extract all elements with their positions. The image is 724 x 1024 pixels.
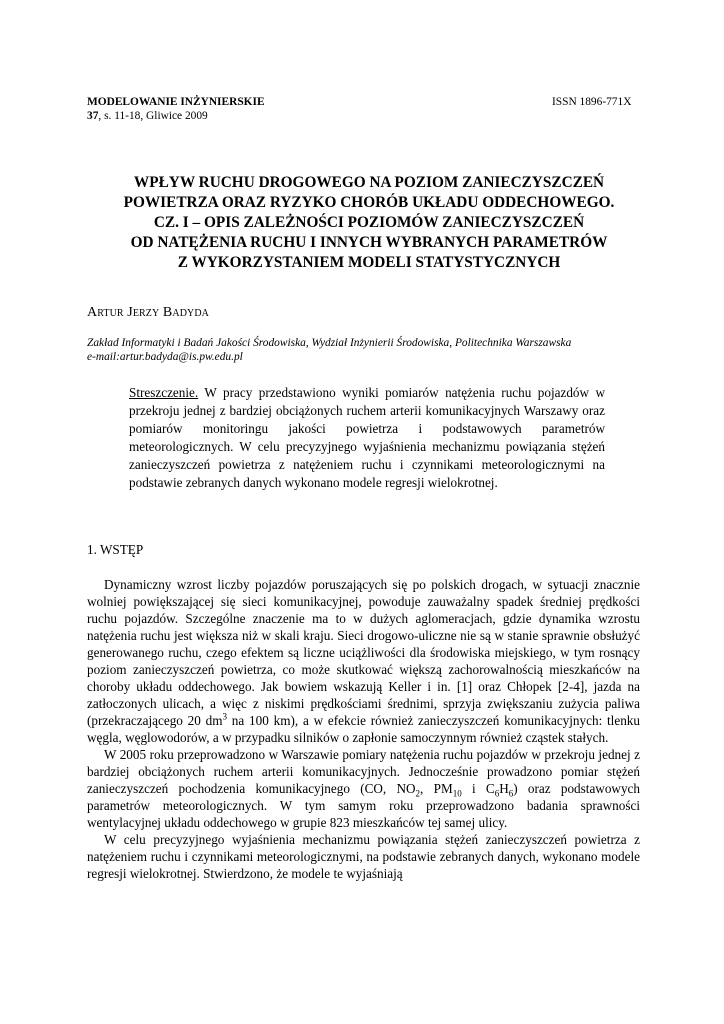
- journal-header: [87, 95, 265, 123]
- email: e-mail:artur.badyda@is.pw.edu.pl: [87, 351, 243, 363]
- paragraph: [87, 831, 640, 882]
- title-line: CZ. I – OPIS ZALEŻNOŚCI POZIOMÓW ZANIECZYSZCZEŃ: [153, 214, 585, 231]
- body-text: [87, 576, 640, 882]
- abstract-label: Streszczenie.: [129, 385, 199, 400]
- paragraph-text: W 2005 roku przeprowadzono w Warszawie pomiary natężenia ruchu pojazdów w przekroju jednej z bardziej obciążonych ruchem arterii komunikacyjnych. Jednocześnie prowadzono pomiar stężeń zanieczyszczeń pochodzenia komunikacyjnego (CO, NO: [87, 747, 640, 796]
- volume-number: 37: [87, 110, 99, 122]
- affiliation: Zakład Informatyki i Badań Jakości Środowiska, Wydział Inżynierii Środowiska, Politechnika Warszawska: [87, 337, 572, 349]
- paragraph: [87, 576, 640, 746]
- journal-citation: [87, 109, 265, 123]
- subscript: 6: [494, 788, 500, 799]
- issn: ISSN 1896-771X: [552, 96, 632, 108]
- title-line: OD NATĘŻENIA RUCHU I INNYCH WYBRANYCH PARAMETRÓW: [130, 234, 608, 251]
- affiliation-block: [87, 336, 647, 364]
- paragraph-text: i C: [461, 781, 495, 796]
- abstract-text: W pracy przedstawiono wyniki pomiarów natężenia ruchu pojazdów w przekroju jednej z bardziej obciążonych ruchem arterii komunikacyjnych Warszawy oraz pomiarów monitoringu jakości powietrza i podstawowych parametrów meteorologicznych. W celu precyzyjnego wyjaśnienia mechanizmu powiązania stężeń zanieczyszczeń powietrza z natężeniem ruchu i czynnikami meteorologicznymi na podstawie zebranych danych wykonano modele regresji wielokrotnej.: [129, 385, 605, 490]
- subscript: 2: [415, 788, 421, 799]
- paragraph-text: H: [499, 781, 509, 796]
- journal-name: MODELOWANIE INŻYNIERSKIE: [87, 96, 265, 108]
- paragraph-text: Dynamiczny wzrost liczby pojazdów poruszających się po polskich drogach, w sytuacji znacznie wolniej powiększającej się sieci komunikacyjnej, powoduje zauważalny spadek średniej prędkości ruchu pojazdów. Szczególne znaczenie ma to w dużych aglomeracjach, gdzie dynamika wzrostu natężenia ruchu jest większa niż w skali kraju. Sieci drogowo-uliczne nie są w stanie sprawnie obsłużyć generowanego ruchu, czego efektem są liczne uciążliwości dla środowiska miejskiego, w tym rosnący poziom zanieczyszczeń powietrza, co może skutkować większą zachorowalnością mieszkańców na choroby układu oddechowego. Jak bowiem wskazują Keller i in. [1] oraz Chłopek [2-4], jazda na zatłoczonych ulicach, a więc z niskimi prędkościami średnimi, sprzyja zwiększaniu zużycia paliwa (przekraczającego 20 dm: [87, 577, 640, 728]
- subscript: 6: [508, 788, 514, 799]
- paragraph-text: W celu precyzyjnego wyjaśnienia mechanizmu powiązania stężeń zanieczyszczeń powietrza z natężeniem ruchu i czynnikami meteorologicznymi, na podstawie zebranych danych, wykonano modele regresji wielokrotnej. Stwierdzono, że modele te wyjaśniają: [87, 832, 640, 881]
- paragraph-text: , PM: [420, 781, 453, 796]
- superscript: 3: [222, 711, 228, 722]
- paragraph: [87, 746, 640, 831]
- citation-text: , s. 11-18, Gliwice 2009: [98, 110, 208, 122]
- author-name: Artur Jerzy Badyda: [87, 305, 209, 320]
- abstract: [129, 384, 605, 492]
- title-line: POWIETRZA ORAZ RYZYKO CHORÓB UKŁADU ODDECHOWEGO.: [123, 194, 615, 211]
- subscript: 10: [452, 788, 462, 799]
- title-line: Z WYKORZYSTANIEM MODELI STATYSTYCZNYCH: [177, 254, 561, 271]
- paragraph-text: na 100 km), a w efekcie również zanieczyszczeń komunikacyjnych: tlenku węgla, węglowodorów, a w przypadku silników o zapłonie samoczynnym również cząstek stałych.: [87, 713, 640, 745]
- title-line: WPŁYW RUCHU DROGOWEGO NA POZIOM ZANIECZYSZCZEŃ: [133, 174, 605, 191]
- paper-title: [64, 173, 674, 273]
- paragraph-text: ) oraz podstawowych parametrów meteorologicznych. W tym samym roku przeprowadzono badania sprawności wentylacyjnej układu oddechowego w grupie 823 mieszkańców tej samej ulicy.: [87, 781, 640, 830]
- section-heading: 1. WSTĘP: [87, 542, 144, 557]
